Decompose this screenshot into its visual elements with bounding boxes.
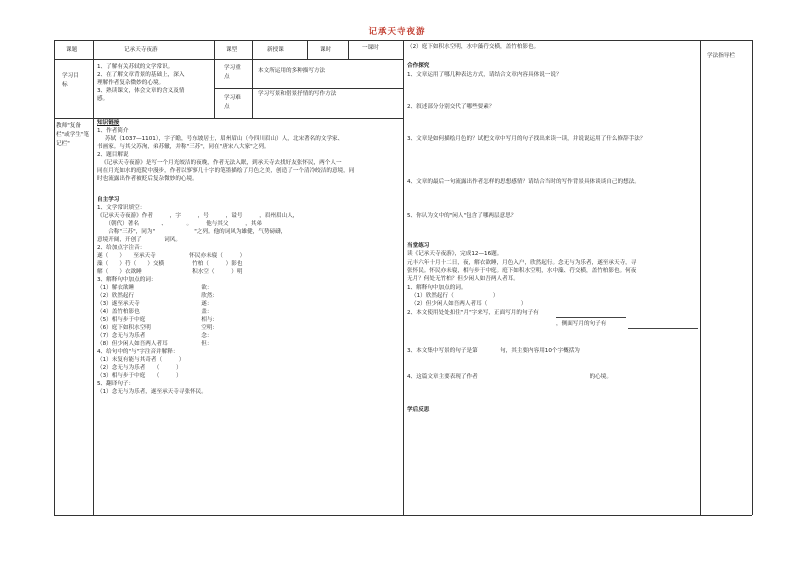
self-study-line: （7）念无与为乐者 念： <box>97 333 213 339</box>
rule <box>214 88 403 89</box>
passage-line: 张怀民。怀民亦未寝，相与步于中庭。庭下如积水空明，水中藻、荇交横，盖竹柏影也。何夜 <box>407 268 637 274</box>
practice-heading: 当堂练习 <box>407 243 430 249</box>
reflect-heading: 学后反思 <box>407 407 430 413</box>
knowledge-line: 苏轼（1037—1101），字子瞻，号东坡居士，眉州眉山（今四川眉山）人，北宋著名的文学家、 <box>105 136 344 142</box>
knowledge-line: 1、作者简介 <box>97 128 129 134</box>
self-study-line: （2）欣然起行 欣然： <box>97 293 219 299</box>
question-5: 5、你认为文中的"闲人"包含了哪两层意思？ <box>407 213 517 219</box>
self-study-line: 意境开阔，开创了 词风。 <box>97 237 181 243</box>
goal-line: 理解作者复杂微妙的心境。 <box>97 80 165 86</box>
goal-line: 3、熟读课文，体会文章的含义及情 <box>97 88 185 94</box>
difficulty-value: 学习写景和借景抒情的写作方法 <box>258 91 337 97</box>
topic-label: 课题 <box>66 47 78 53</box>
rule <box>403 40 404 515</box>
knowledge-line: 同在月光如水的庭院中漫步，作者以寥寥几十字的笔墨描绘了月色之美，创造了一个清冷皎洁的意境，同 <box>97 168 355 174</box>
rule <box>54 40 55 515</box>
rule <box>93 40 94 118</box>
self-study-line: （1）念无与为乐者，遂至承天寺寻张怀民。 <box>97 389 207 395</box>
practice-intro: 读《记承天寺夜游》，完成12—16题。 <box>407 251 503 257</box>
self-study-line: （3）遂至承天寺 遂： <box>97 301 213 307</box>
knowledge-line: 2、题目解说 <box>97 152 129 158</box>
rule <box>348 40 349 59</box>
collab-heading: 合作探究 <box>407 63 430 69</box>
self-study-line: （5）相与步于中庭 相与： <box>97 317 219 323</box>
self-study-line: 2、给加点字注音： <box>97 245 146 251</box>
self-study-line: （6）庭下如积水空明 空明： <box>97 325 219 331</box>
type-label: 课型 <box>226 47 238 53</box>
document-title: 记承天寺夜游 <box>368 27 426 37</box>
self-study-line: 遂（ ） 至承天寺 怀民亦未寝（ ） <box>97 253 246 259</box>
rule <box>252 40 253 118</box>
goal-line: 感。 <box>97 96 109 102</box>
practice-q2b: ，侧面写月的句子有 <box>556 321 607 327</box>
practice-q1: 1、解释句中加点的词。 <box>407 285 467 291</box>
self-study-section <box>97 196 401 396</box>
self-study-line: 4、给句中的"与"字注音并解释： <box>97 349 179 355</box>
passage-line: 无月？何处无竹柏？但少闲人如吾两人者耳。 <box>407 276 519 282</box>
margin-note: 教师"复备栏"或学生"笔记栏" <box>56 123 90 147</box>
rule <box>214 40 215 118</box>
self-study-line: （1）解衣欲睡 欲： <box>97 285 213 291</box>
difficulty-label: 学习难点 <box>224 95 241 110</box>
self-study-heading: 自主学习 <box>97 197 120 203</box>
key-point-label: 学习重点 <box>224 65 241 80</box>
knowledge-line: 《记承天寺夜游》是写一个月光皎洁的夜晚，作者无法入眠，到承天寺去找好友张怀民，两个人一 <box>101 160 342 166</box>
self-study-line: 3、解释句中加点的词： <box>97 277 157 283</box>
question-2: 2、叙述部分分别交代了哪些要素？ <box>407 104 495 110</box>
rule <box>54 515 403 516</box>
goals-label: 学习目标 <box>62 73 79 88</box>
question-1: 1、文章运用了哪几种表达方式，请结合文章内容具体说一说？ <box>407 72 562 78</box>
rule <box>403 515 752 516</box>
answer-line[interactable] <box>556 311 626 318</box>
type-value: 新授课 <box>267 47 284 53</box>
answer-line[interactable] <box>628 322 698 329</box>
right-intro: （2）庭下如积水空明，水中藻荇交横，盖竹柏影也。 <box>407 44 540 50</box>
rule <box>307 40 308 59</box>
question-3: 3、文章是如何描绘月色的？试把文章中写月的句子找出来读一读，并说说运用了什么修辞手法？ <box>407 136 646 142</box>
self-study-line: （1）未复有能与其奇者（ ） <box>97 357 185 363</box>
rule <box>700 40 701 515</box>
self-study-line: 解（ ）衣欲睡 积水空（ ）明 <box>97 269 243 275</box>
practice-q3: 3、本文集中写景的句子是第 句，其主要内容用10个字概括为 <box>407 348 580 354</box>
rule <box>93 118 94 515</box>
practice-q1b: （2）但少闲人如吾两人者耳（ ） <box>411 301 527 307</box>
practice-q1a: （1）欣然起行（ ） <box>411 293 499 299</box>
self-study-line: （朝代）著名 、 。 他与其父 ，其弟 <box>97 221 263 227</box>
knowledge-line: 时也流露出作者被贬后复杂微妙的心境。 <box>97 176 198 182</box>
rule <box>54 40 403 41</box>
self-study-line: 《记承天寺夜游》作者 ，字 ，号 ，谥号 ，眉州眉山人， <box>97 213 299 219</box>
period-value: 一课时 <box>362 45 379 51</box>
knowledge-heading: 知识链接 <box>97 120 120 126</box>
self-study-line: 5、翻译句子： <box>97 381 135 387</box>
goals-list <box>97 63 211 103</box>
guide-label: 学法指导栏 <box>707 53 735 59</box>
self-study-line: 藻（ ）荇（ ）交横 竹柏（ ）影也 <box>97 261 243 267</box>
practice-q4: 4、这篇文章主要表现了作者 的心境。 <box>407 374 612 380</box>
self-study-line: （4）盖竹柏影也 盖： <box>97 309 213 315</box>
self-study-line: （3）相与步于中庭 （ ） <box>97 373 182 379</box>
knowledge-line: 书画家。与其父苏洵，弟苏辙，并称"三苏"，同在"唐宋八大家"之列。 <box>97 144 270 150</box>
self-study-line: 合称"三苏"，同为" "之列。他的词风为雄健，气势磅礴， <box>97 229 287 235</box>
self-study-line: （2）念无与为乐者 （ ） <box>97 365 182 371</box>
key-point-value: 本文所运用的多种描写方法 <box>258 68 326 74</box>
passage-line: 元丰六年十月十二日，夜，解衣欲睡，月色入户，欣然起行。念无与为乐者，遂至承天寺，寻 <box>407 260 637 266</box>
rule <box>54 59 403 60</box>
self-study-line: （8）但少闲人如吾两人者耳 但： <box>97 341 213 347</box>
question-4: 4、文章的最后一句流露出作者怎样的思想感情？请结合当时的写作背景具体谈谈自己的想法。 <box>407 179 640 185</box>
knowledge-section <box>97 119 401 183</box>
period-label: 课时 <box>320 47 332 53</box>
self-study-line: 1、文学常识填空： <box>97 205 146 211</box>
topic-value: 记承天寺夜游 <box>124 47 158 53</box>
goal-line: 1、了解有关苏轼的文学常识。 <box>97 64 174 70</box>
goal-line: 2、在了解文章背景的基础上，深入 <box>97 72 185 78</box>
rule <box>752 40 753 515</box>
practice-q2: 2、本文使用处处扣住"月"字来写，正面写月的句子有 <box>407 310 539 316</box>
